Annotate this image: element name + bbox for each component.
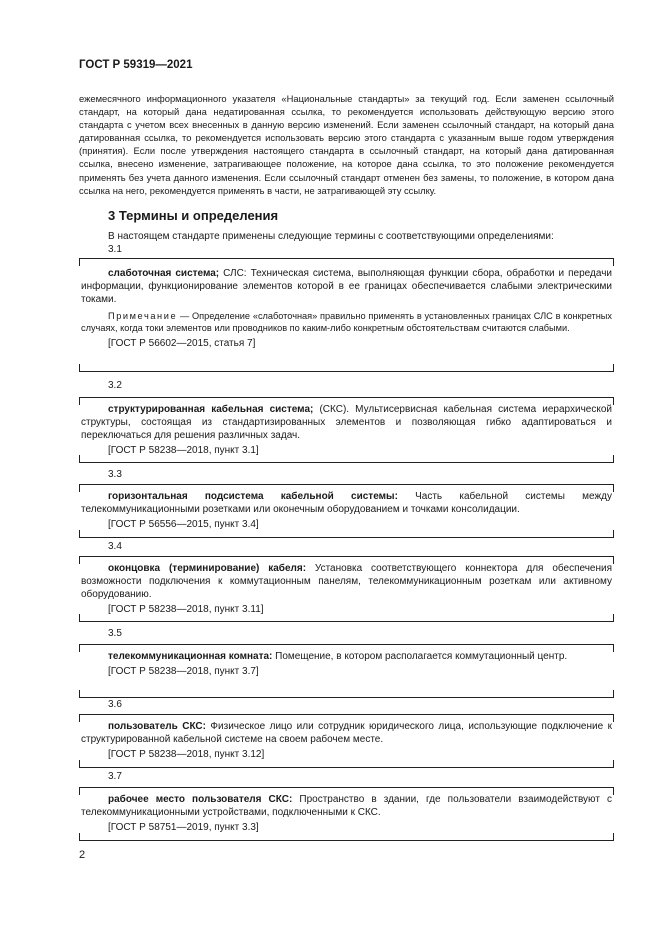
- term-number: 3.7: [108, 771, 122, 782]
- term-number: 3.6: [108, 699, 122, 710]
- term-box: [79, 644, 614, 698]
- term-definition: Пространство в здании, где пользователи взаимодействуют с телекоммуникационными устройствами, подключенными к СКС.: [81, 794, 612, 818]
- section-title: 3 Термины и определения: [108, 208, 279, 223]
- term-name: горизонтальная подсистема кабельной системы:: [108, 491, 398, 502]
- term-name: структурированная кабельная система;: [108, 404, 314, 415]
- term-definition: Физическое лицо или сотрудник юридического лица, использующие подключение к структурированной кабельной системе на своем рабочем месте.: [81, 721, 612, 745]
- intro-paragraph: ежемесячного информационного указателя «Национальные стандарты» за текущий год. Если заменен ссылочный стандарт, на который дана недатированная ссылка, то рекомендуется использовать действующую версию этого стандарта с учетом всех внесенных в данную версию изменений. Если заменен ссылочный стандарт, на который дана датированная ссылка, то рекомендуется использовать версию этого стандарта с указанным выше годом утверждения (принятия). Если после утверждения настоящего стандарта в ссылочный стандарт, на который дана датированная ссылка, внесено изменение, затрагивающее положение, на которое дана ссылка, то это положение рекомендуется применять без учета данного изменения. Если ссылочный стандарт отменен без замены, то положение, в котором дана ссылка на него, рекомендуется применять в части, не затрагивающей эту ссылку.: [79, 93, 614, 196]
- term-name: телекоммуникационная комната:: [108, 651, 273, 662]
- term-box: [79, 484, 614, 538]
- term-name: пользователь СКС:: [108, 721, 206, 732]
- term-source: [ГОСТ Р 58238—2018, пункт 3.1]: [108, 445, 259, 456]
- term-number: 3.5: [108, 628, 122, 639]
- term-source: [ГОСТ Р 58238—2018, пункт 3.7]: [108, 666, 259, 677]
- note-label: Примечание: [108, 311, 178, 321]
- term-box: [79, 787, 614, 841]
- note-text: — Определение «слаботочная» правильно применять в установленных границах СЛС в конкретных случаях, когда токи элементов или проводников по каким-либо конкретным обстоятельствам считаются слабыми.: [81, 311, 612, 333]
- term-source: [ГОСТ Р 58238—2018, пункт 3.12]: [108, 749, 265, 760]
- term-source: [ГОСТ Р 58751—2019, пункт 3.3]: [108, 822, 259, 833]
- term-box: [79, 397, 614, 463]
- term-box: [79, 258, 614, 372]
- term-number: 3.4: [108, 541, 122, 552]
- term-definition: Помещение, в котором располагается коммутационный центр.: [272, 651, 568, 662]
- document-header: ГОСТ Р 59319—2021: [79, 59, 193, 71]
- term-number: 3.1: [108, 244, 122, 255]
- term-source: [ГОСТ Р 56602—2015, статья 7]: [108, 338, 256, 349]
- term-name: слаботочная система;: [108, 268, 220, 279]
- term-definition: Установка соответствующего коннектора для обеспечения возможности подключения к коммутационным панелям, телекоммуникационным розеткам или активному оборудованию.: [81, 563, 613, 600]
- term-definition: Часть кабельной системы между телекоммуникационными розетками или оконечным оборудованием и точками консолидации.: [81, 491, 613, 515]
- term-box: [79, 556, 614, 622]
- term-number: 3.3: [108, 469, 122, 480]
- term-definition: СЛС: Техническая система, выполняющая функции сбора, обработки и передачи информации, функционирование элементов которой в ее границах обеспечивается слабыми электрическими токами.: [81, 268, 612, 305]
- term-box: [79, 714, 614, 768]
- term-name: рабочее место пользователя СКС:: [108, 794, 293, 805]
- term-source: [ГОСТ Р 56556—2015, пункт 3.4]: [108, 519, 259, 530]
- section-intro: В настоящем стандарте применены следующие термины с соответствующими определениями:: [108, 231, 554, 242]
- term-number: 3.2: [108, 380, 122, 391]
- term-definition: (СКС). Мультисервисная кабельная система иерархической структуры, состоящая из стандартизированных элементов и позволяющая гибко адаптироваться и переключаться для решения различных задач.: [81, 404, 612, 441]
- page-number: 2: [79, 849, 86, 861]
- term-source: [ГОСТ Р 58238—2018, пункт 3.11]: [108, 604, 264, 615]
- term-name: оконцовка (терминирование) кабеля:: [108, 563, 307, 574]
